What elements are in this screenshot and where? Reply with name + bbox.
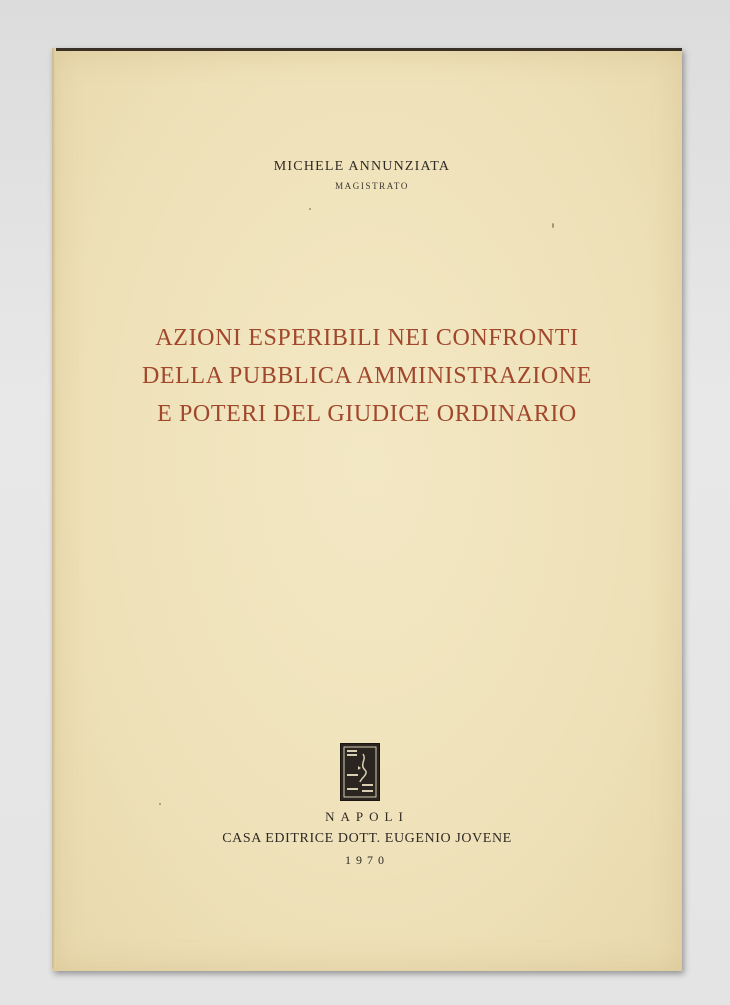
author-name: MICHELE ANNUNZIATA [273, 159, 451, 174]
paper-speck [309, 208, 311, 210]
paper-speck [159, 803, 161, 805]
publication-place: NAPOLI [325, 809, 409, 824]
title-line-3: E POTERI DEL GIUDICE ORDINARIO [157, 401, 577, 427]
title-line-1: AZIONI ESPERIBILI NEI CONFRONTI [155, 325, 579, 351]
paper-speck [552, 223, 554, 228]
spine-edge [52, 48, 56, 968]
title-line-2: DELLA PUBBLICA AMMINISTRAZIONE [141, 363, 592, 389]
publisher-emblem-icon [340, 743, 380, 801]
publication-year: 1970 [345, 853, 389, 867]
publisher-name: CASA EDITRICE DOTT. EUGENIO JOVENE [222, 831, 512, 846]
book-title [52, 319, 682, 433]
book-cover [52, 48, 682, 971]
author-role: MAGISTRATO [335, 181, 409, 191]
